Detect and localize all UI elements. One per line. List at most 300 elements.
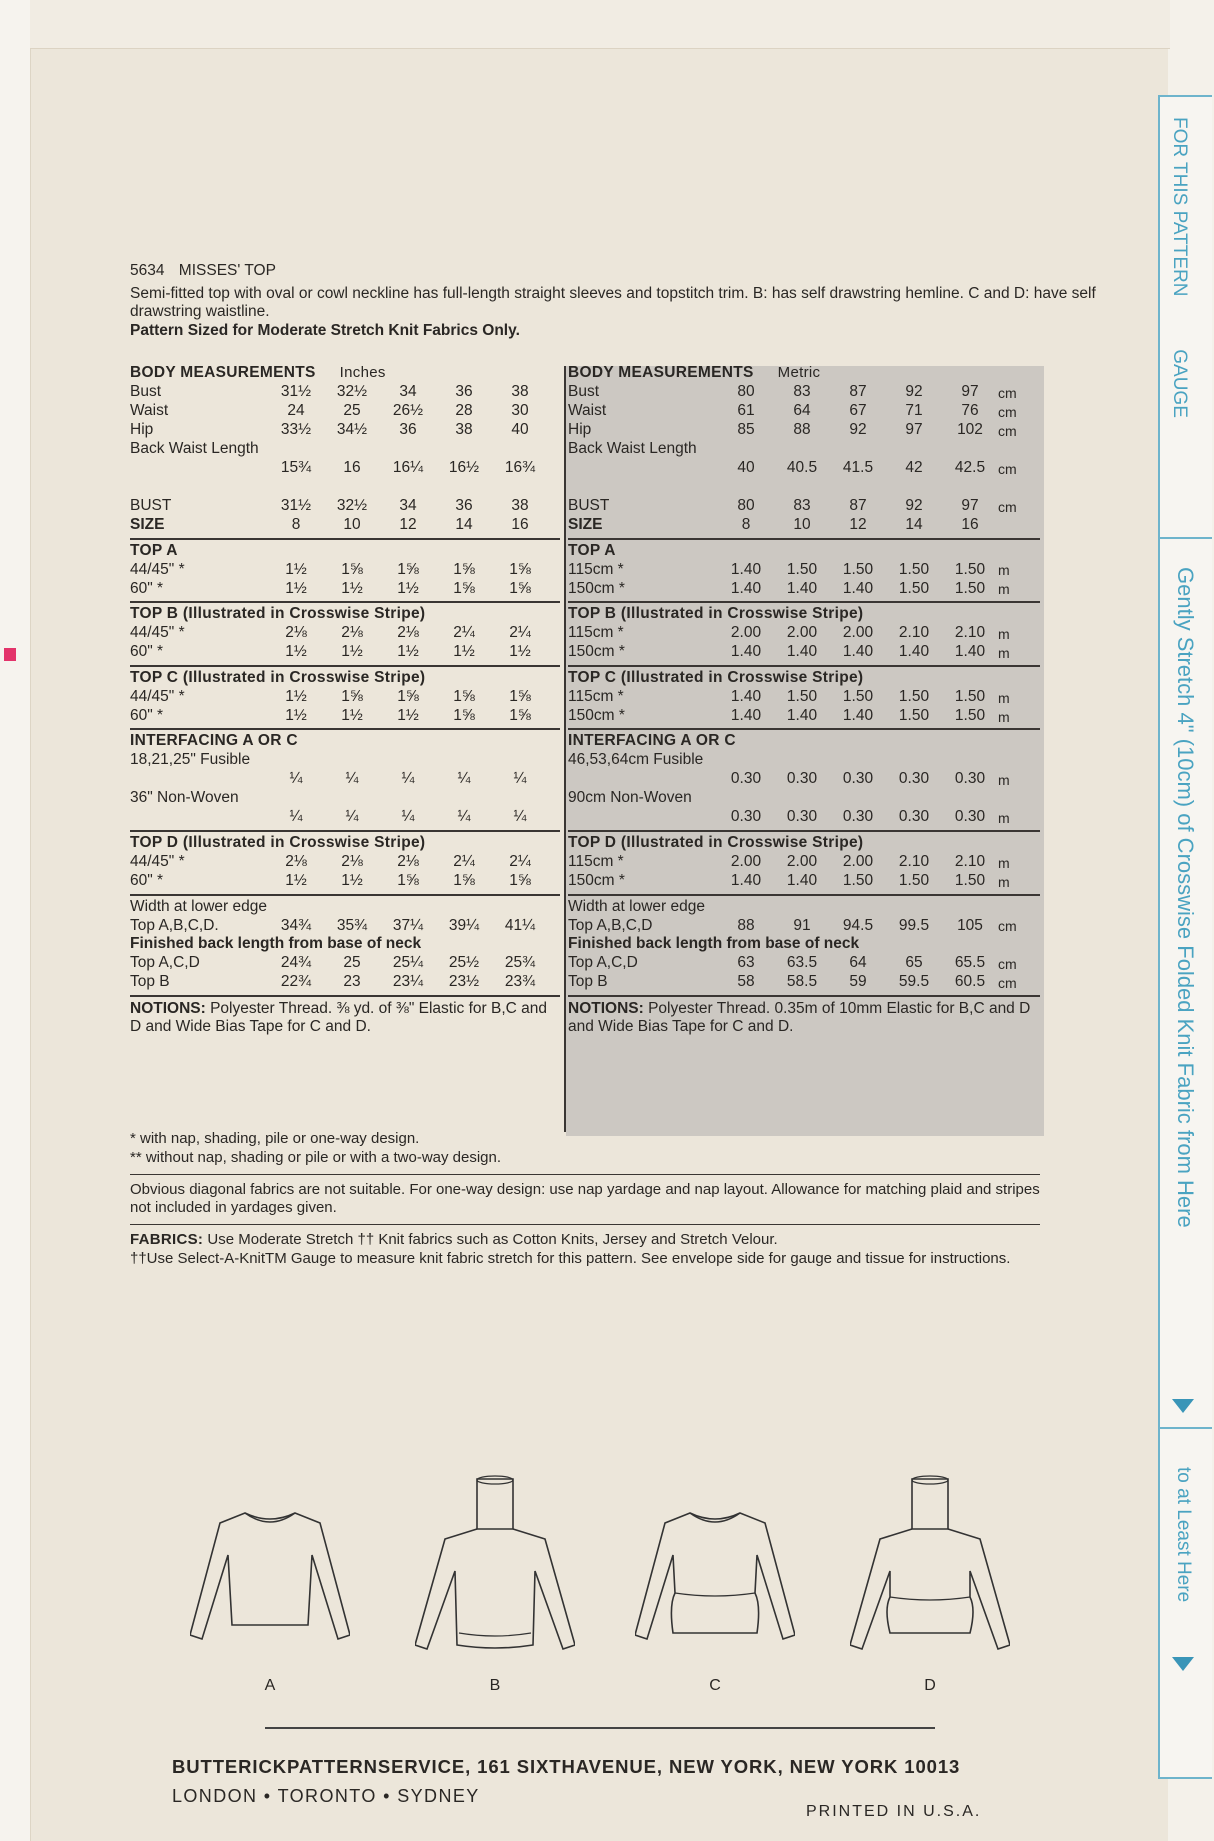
section-title: TOP B (Illustrated in Crosswise Stripe) xyxy=(130,605,426,623)
cell-value: 16 xyxy=(511,516,529,533)
row-label: BUST xyxy=(568,497,610,514)
pattern-number: 5634 xyxy=(130,262,165,279)
row-label: 60" * xyxy=(130,706,164,724)
notions-label: NOTIONS: xyxy=(130,999,206,1017)
cell-value: 1.40 xyxy=(786,706,818,724)
table-row xyxy=(568,497,1040,516)
cell-value: 1.50 xyxy=(842,687,874,705)
unit-label: cm xyxy=(998,403,1017,420)
cell-value: 1½ xyxy=(341,871,363,889)
cell-value: 40.5 xyxy=(786,459,818,476)
sketch-view-a xyxy=(190,1505,350,1695)
rule xyxy=(130,1174,1040,1175)
table-row xyxy=(130,872,560,891)
cell-value: 1.40 xyxy=(954,643,986,661)
table-row xyxy=(568,459,1040,478)
footnotes xyxy=(130,1130,1040,1269)
section-title: TOP A xyxy=(130,541,178,559)
row-label: 150cm * xyxy=(568,579,625,597)
cell-value: 24¾ xyxy=(280,954,312,972)
cell-value: 1.50 xyxy=(898,706,930,724)
cell-value: ¼ xyxy=(457,770,471,788)
table-row xyxy=(568,973,1040,992)
cell-value: 94.5 xyxy=(842,916,874,934)
cell-value: ¼ xyxy=(513,808,527,826)
row-label: 150cm * xyxy=(568,706,625,724)
cell-value: 63 xyxy=(737,954,755,972)
row-label: Hip xyxy=(130,421,154,438)
top-a-illustration xyxy=(190,1505,350,1675)
unit-label: cm xyxy=(998,918,1017,935)
pattern-description: Semi-fitted top with oval or cowl neckline has full-length straight sleeves and topstitch trim. B: has self drawstring hemline. C and D: have self drawstring waistline. xyxy=(130,284,1096,321)
body-measurements xyxy=(130,362,560,540)
sizing-note: Pattern Sized for Moderate Stretch Knit Fabrics Only. xyxy=(130,321,520,339)
notions xyxy=(568,997,1040,1040)
unit-heading: Metric xyxy=(777,364,821,381)
table-row xyxy=(130,853,560,872)
cell-value: 63.5 xyxy=(786,954,818,972)
envelope-flap xyxy=(0,0,31,1841)
cell-value: 40 xyxy=(737,459,755,476)
cell-value: 0.30 xyxy=(898,770,930,788)
inches-column xyxy=(130,362,560,1040)
cell-value: 34½ xyxy=(336,421,368,438)
cell-value: 10 xyxy=(343,516,361,533)
cell-value: 2.10 xyxy=(898,624,930,642)
cell-value: 40 xyxy=(511,421,529,438)
section-title: TOP C (Illustrated in Crosswise Stripe) xyxy=(130,668,426,686)
cell-value: ¼ xyxy=(513,770,527,788)
cell-value: 24 xyxy=(287,402,305,419)
section-title: TOP D (Illustrated in Crosswise Stripe) xyxy=(130,833,426,851)
view-sketches xyxy=(190,1505,1050,1695)
unit-heading: Inches xyxy=(339,364,386,381)
fusible-label: 46,53,64cm Fusible xyxy=(568,750,704,768)
section-title: BODY MEASUREMENTS Inches xyxy=(130,364,386,381)
cell-value: 0.30 xyxy=(786,770,818,788)
cell-value: 85 xyxy=(737,421,755,438)
table-row xyxy=(568,560,1040,579)
footnote-nap: * with nap, shading, pile or one-way design. xyxy=(130,1130,420,1147)
metric-column xyxy=(568,362,1040,1040)
gauge-divider xyxy=(1160,537,1212,539)
gauge-note: ††Use Select-A-KnitTM Gauge to measure knit fabric stretch for this pattern. See envelope side for gauge and tissue for instructions. xyxy=(130,1249,1011,1267)
table-row xyxy=(568,916,1040,935)
row-label: Bust xyxy=(568,383,600,400)
cell-value: ¼ xyxy=(345,770,359,788)
cell-value: 1½ xyxy=(341,643,363,661)
cell-value: 8 xyxy=(741,516,751,533)
cell-value: 1.40 xyxy=(842,706,874,724)
table-row xyxy=(130,421,560,440)
unit-label: m xyxy=(998,581,1010,598)
cell-value: 1⅝ xyxy=(453,871,475,889)
cell-value: 1½ xyxy=(341,579,363,597)
cell-value: ¼ xyxy=(289,808,303,826)
cell-value: 14 xyxy=(455,516,473,533)
table-row xyxy=(568,687,1040,706)
cell-value: 1.50 xyxy=(786,687,818,705)
cell-value: 92 xyxy=(849,421,867,438)
cell-value: 2¼ xyxy=(509,852,531,870)
cell-value: 1⅝ xyxy=(509,687,531,705)
cell-value: 65 xyxy=(905,954,923,972)
cell-value: 2.10 xyxy=(954,624,986,642)
unit-label: m xyxy=(998,644,1010,661)
cell-value: 102 xyxy=(957,421,983,438)
table-row xyxy=(568,516,1040,535)
cell-value: 35¾ xyxy=(336,916,368,934)
cell-value: 1⅝ xyxy=(397,687,419,705)
row-label: SIZE xyxy=(568,516,603,533)
cell-value: 2.10 xyxy=(898,852,930,870)
row-label: Bust xyxy=(130,383,162,400)
pattern-heading xyxy=(130,262,1130,281)
table-row xyxy=(568,872,1040,891)
cell-value: 1.40 xyxy=(730,871,762,889)
notions xyxy=(130,997,560,1040)
cell-value: 1.50 xyxy=(954,579,986,597)
cell-value: 1.40 xyxy=(730,579,762,597)
cell-value: 16½ xyxy=(448,459,480,476)
table-row xyxy=(568,853,1040,872)
cell-value: 1.40 xyxy=(786,871,818,889)
row-label: 44/45" * xyxy=(130,560,185,578)
cell-value: 2⅛ xyxy=(341,624,363,642)
cell-value: 64 xyxy=(793,402,811,419)
cell-value: 0.30 xyxy=(842,770,874,788)
cell-value: 23½ xyxy=(448,973,480,991)
cell-value: 41.5 xyxy=(842,459,874,476)
view-label-c: C xyxy=(709,1677,721,1694)
table-row xyxy=(568,624,1040,643)
sketch-view-b xyxy=(415,1475,575,1695)
row-label: 44/45" * xyxy=(130,852,185,870)
cell-value: 16¼ xyxy=(392,459,424,476)
cell-value: 2¼ xyxy=(509,624,531,642)
cell-value: 28 xyxy=(455,402,473,419)
table-row xyxy=(130,770,560,789)
garment-measurements xyxy=(130,896,560,997)
cell-value: 1.50 xyxy=(954,706,986,724)
cell-value: 1½ xyxy=(397,706,419,724)
cell-value: 0.30 xyxy=(954,770,986,788)
table-row xyxy=(130,624,560,643)
cell-value: 1.50 xyxy=(954,687,986,705)
yardage-top-b xyxy=(130,603,560,667)
pattern-title: MISSES' TOP xyxy=(178,262,276,279)
yardage-top-a xyxy=(568,540,1040,604)
cell-value: 1.40 xyxy=(730,706,762,724)
cell-value: 1.40 xyxy=(842,643,874,661)
fabrics-label: FABRICS: xyxy=(130,1231,204,1248)
cell-value: 2.00 xyxy=(786,624,818,642)
cell-value: 33½ xyxy=(280,421,312,438)
table-row xyxy=(568,402,1040,421)
cell-value: 105 xyxy=(957,916,983,934)
cell-value: 36 xyxy=(455,497,473,514)
cell-value: 2⅛ xyxy=(397,624,419,642)
table-row xyxy=(130,516,560,535)
unit-label: m xyxy=(998,689,1010,706)
row-label: 60" * xyxy=(130,579,164,597)
gauge-instruction: Gently Stretch 4" (10cm) of Crosswise Folded Knit Fabric from Here xyxy=(1173,567,1198,1228)
cell-value: 0.30 xyxy=(954,808,986,826)
cell-value: ¼ xyxy=(345,808,359,826)
cell-value: 97 xyxy=(961,383,979,400)
table-row xyxy=(568,770,1040,789)
top-c-illustration xyxy=(635,1505,795,1675)
table-row xyxy=(130,402,560,421)
row-label: Hip xyxy=(568,421,592,438)
cell-value: 34 xyxy=(399,383,417,400)
garment-measurements xyxy=(568,896,1040,997)
arrow-down-icon xyxy=(1172,1657,1194,1671)
body-measurements xyxy=(568,362,1040,540)
cell-value: 8 xyxy=(291,516,301,533)
cell-value: 23 xyxy=(343,973,361,991)
cell-value: 26½ xyxy=(392,402,424,419)
yardage-top-c xyxy=(568,667,1040,731)
cell-value: 1⅝ xyxy=(397,560,419,578)
section-title: TOP B (Illustrated in Crosswise Stripe) xyxy=(568,605,864,623)
row-label: 115cm * xyxy=(568,852,624,870)
cell-value: 34¾ xyxy=(280,916,312,934)
cell-value: 80 xyxy=(737,383,755,400)
cell-value: 1½ xyxy=(285,560,307,578)
cell-value: 2⅛ xyxy=(397,852,419,870)
cell-value: 92 xyxy=(905,497,923,514)
cell-value: 32½ xyxy=(336,497,368,514)
top-b-illustration xyxy=(415,1475,575,1675)
view-label-d: D xyxy=(924,1677,936,1694)
cell-value: 87 xyxy=(849,497,867,514)
cell-value: 0.30 xyxy=(730,770,762,788)
unit-label: cm xyxy=(998,955,1017,972)
cell-value: 37¼ xyxy=(392,916,424,934)
table-row xyxy=(130,643,560,662)
cell-value: 39¼ xyxy=(448,916,480,934)
cell-value: 1.50 xyxy=(898,579,930,597)
section-title: TOP A xyxy=(568,541,616,559)
row-label: Waist xyxy=(130,402,169,419)
row-label: 60" * xyxy=(130,871,164,889)
cell-value: 2.00 xyxy=(730,624,762,642)
row-label: 60" * xyxy=(130,643,164,661)
unit-label: cm xyxy=(998,498,1017,515)
cell-value: 1½ xyxy=(341,706,363,724)
cell-value: 1.40 xyxy=(898,643,930,661)
gauge-end-label: to at Least Here xyxy=(1173,1467,1194,1603)
gauge-top-label: FOR THIS PATTERN GAUGE xyxy=(1169,117,1190,418)
row-label: 44/45" * xyxy=(130,624,185,642)
fabrics-text: Use Moderate Stretch †† Knit fabrics such as Cotton Knits, Jersey and Stretch Velour. xyxy=(207,1231,778,1248)
non-woven-label: 90cm Non-Woven xyxy=(568,788,692,806)
cell-value: 1½ xyxy=(285,643,307,661)
cell-value: 88 xyxy=(793,421,811,438)
cell-value: 1.50 xyxy=(898,687,930,705)
cell-value: 0.30 xyxy=(842,808,874,826)
cell-value: 23¾ xyxy=(504,973,536,991)
pink-marker xyxy=(4,648,16,661)
cell-value: 1⅝ xyxy=(341,560,363,578)
printed-in: PRINTED IN U.S.A. xyxy=(806,1803,982,1820)
cell-value: 41¼ xyxy=(504,916,536,934)
cell-value: 88 xyxy=(737,916,755,934)
cell-value: 1.40 xyxy=(786,643,818,661)
cell-value: 22¾ xyxy=(280,973,312,991)
cell-value: 1⅝ xyxy=(453,706,475,724)
rule xyxy=(130,1224,1040,1225)
row-label: 115cm * xyxy=(568,560,624,578)
cell-value: 2.00 xyxy=(786,852,818,870)
table-row xyxy=(130,497,560,516)
unit-label: m xyxy=(998,708,1010,725)
row-label: Top A,B,C,D. xyxy=(130,916,219,934)
back-waist-label: Back Waist Length xyxy=(568,439,697,457)
cell-value: 2.00 xyxy=(842,624,874,642)
unit-label: m xyxy=(998,772,1010,789)
cell-value: ¼ xyxy=(401,808,415,826)
yardage-top-b xyxy=(568,603,1040,667)
cell-value: 1.50 xyxy=(786,560,818,578)
cell-value: 16¾ xyxy=(504,459,536,476)
cell-value: 25 xyxy=(343,402,361,419)
cell-value: 14 xyxy=(905,516,923,533)
yardage-top-d xyxy=(130,832,560,896)
unit-label: m xyxy=(998,854,1010,871)
cell-value: 60.5 xyxy=(954,973,986,991)
cell-value: 25½ xyxy=(448,954,480,972)
table-row xyxy=(130,459,560,478)
table-row xyxy=(130,579,560,598)
cell-value: 31½ xyxy=(280,383,312,400)
arrow-down-icon xyxy=(1172,1399,1194,1413)
cell-value: 1⅝ xyxy=(509,579,531,597)
back-waist-label: Back Waist Length xyxy=(130,439,259,457)
unit-label: cm xyxy=(998,422,1017,439)
table-row xyxy=(568,808,1040,827)
cell-value: 58 xyxy=(737,973,755,991)
cell-value: 1⅝ xyxy=(509,706,531,724)
table-row xyxy=(568,706,1040,725)
cell-value: 1.50 xyxy=(954,871,986,889)
section-title: INTERFACING A OR C xyxy=(568,732,736,750)
cell-value: 1⅝ xyxy=(509,871,531,889)
cell-value: 59.5 xyxy=(898,973,930,991)
cell-value: 1.40 xyxy=(730,643,762,661)
cell-value: 1½ xyxy=(285,687,307,705)
cell-value: 1½ xyxy=(285,579,307,597)
table-row xyxy=(568,954,1040,973)
cell-value: 1½ xyxy=(285,706,307,724)
cell-value: 0.30 xyxy=(786,808,818,826)
cell-value: 65.5 xyxy=(954,954,986,972)
cell-value: 2.00 xyxy=(730,852,762,870)
envelope-top-edge xyxy=(30,0,1170,49)
row-label: Top B xyxy=(568,973,608,991)
cell-value: 2⅛ xyxy=(285,624,307,642)
table-row xyxy=(130,687,560,706)
cell-value: 1⅝ xyxy=(453,560,475,578)
cell-value: 64 xyxy=(849,954,867,972)
cell-value: 25 xyxy=(343,954,361,972)
top-d-illustration xyxy=(850,1475,1010,1675)
cell-value: 38 xyxy=(511,497,529,514)
cell-value: 1⅝ xyxy=(453,579,475,597)
table-row xyxy=(130,973,560,992)
table-row xyxy=(568,421,1040,440)
view-label-b: B xyxy=(489,1677,501,1694)
view-label-a: A xyxy=(264,1677,276,1694)
cell-value: 1.40 xyxy=(842,579,874,597)
cell-value: 25¾ xyxy=(504,954,536,972)
cell-value: 92 xyxy=(905,383,923,400)
cell-value: 1.50 xyxy=(898,560,930,578)
cell-value: 12 xyxy=(849,516,867,533)
cell-value: 1½ xyxy=(397,579,419,597)
cell-value: 0.30 xyxy=(730,808,762,826)
row-label: Top A,B,C,D xyxy=(568,916,653,934)
cell-value: 2⅛ xyxy=(285,852,307,870)
row-label: SIZE xyxy=(130,516,165,533)
footnote-no-nap: ** without nap, shading or pile or with a two-way design. xyxy=(130,1148,502,1166)
cell-value: 83 xyxy=(793,383,811,400)
row-label: 150cm * xyxy=(568,643,625,661)
section-title: BODY MEASUREMENTS Metric xyxy=(568,364,821,381)
cell-value: 1½ xyxy=(285,871,307,889)
cell-value: 36 xyxy=(399,421,417,438)
cell-value: 10 xyxy=(793,516,811,533)
row-label: Top A,C,D xyxy=(130,954,200,972)
spacer xyxy=(130,478,560,497)
cell-value: 42.5 xyxy=(954,459,986,476)
cell-value: 38 xyxy=(511,383,529,400)
table-row xyxy=(568,383,1040,402)
table-row xyxy=(130,954,560,973)
cell-value: 1⅝ xyxy=(509,560,531,578)
knit-gauge-strip xyxy=(1158,95,1212,1779)
yardage-top-a xyxy=(130,540,560,604)
back-length-title: Finished back length from base of neck xyxy=(130,935,422,953)
publisher-address: BUTTERICKPATTERNSERVICE, 161 SIXTHAVENUE, NEW YORK, NEW YORK 10013 xyxy=(172,1756,961,1777)
baseline-rule xyxy=(265,1727,935,1729)
yardage-top-d xyxy=(568,832,1040,896)
row-label: Waist xyxy=(568,402,607,419)
non-woven-label: 36" Non-Woven xyxy=(130,788,239,806)
table-row xyxy=(568,643,1040,662)
cell-value: 15¾ xyxy=(280,459,312,476)
row-label: BUST xyxy=(130,497,172,514)
cell-value: 38 xyxy=(455,421,473,438)
yardage-top-c xyxy=(130,667,560,731)
cell-value: 2¼ xyxy=(453,852,475,870)
cell-value: ¼ xyxy=(401,770,415,788)
section-title: TOP C (Illustrated in Crosswise Stripe) xyxy=(568,668,864,686)
interfacing xyxy=(568,730,1040,832)
cell-value: 97 xyxy=(905,421,923,438)
unit-label: cm xyxy=(998,974,1017,991)
cell-value: 1.50 xyxy=(954,560,986,578)
unit-label: m xyxy=(998,562,1010,579)
notions-text: Polyester Thread. 0.35m of 10mm Elastic for B,C and D and Wide Bias Tape for C and D. xyxy=(568,999,1031,1036)
footnote-diagonal: Obvious diagonal fabrics are not suitable. For one-way design: use nap yardage and nap layout. Allowance for matching plaid and stripes not included in yardages given. xyxy=(130,1180,1040,1217)
cell-value: 16 xyxy=(961,516,979,533)
pattern-info xyxy=(130,262,1130,1267)
cell-value: 1.40 xyxy=(730,560,762,578)
unit-label: m xyxy=(998,873,1010,890)
row-label: 115cm * xyxy=(568,624,624,642)
